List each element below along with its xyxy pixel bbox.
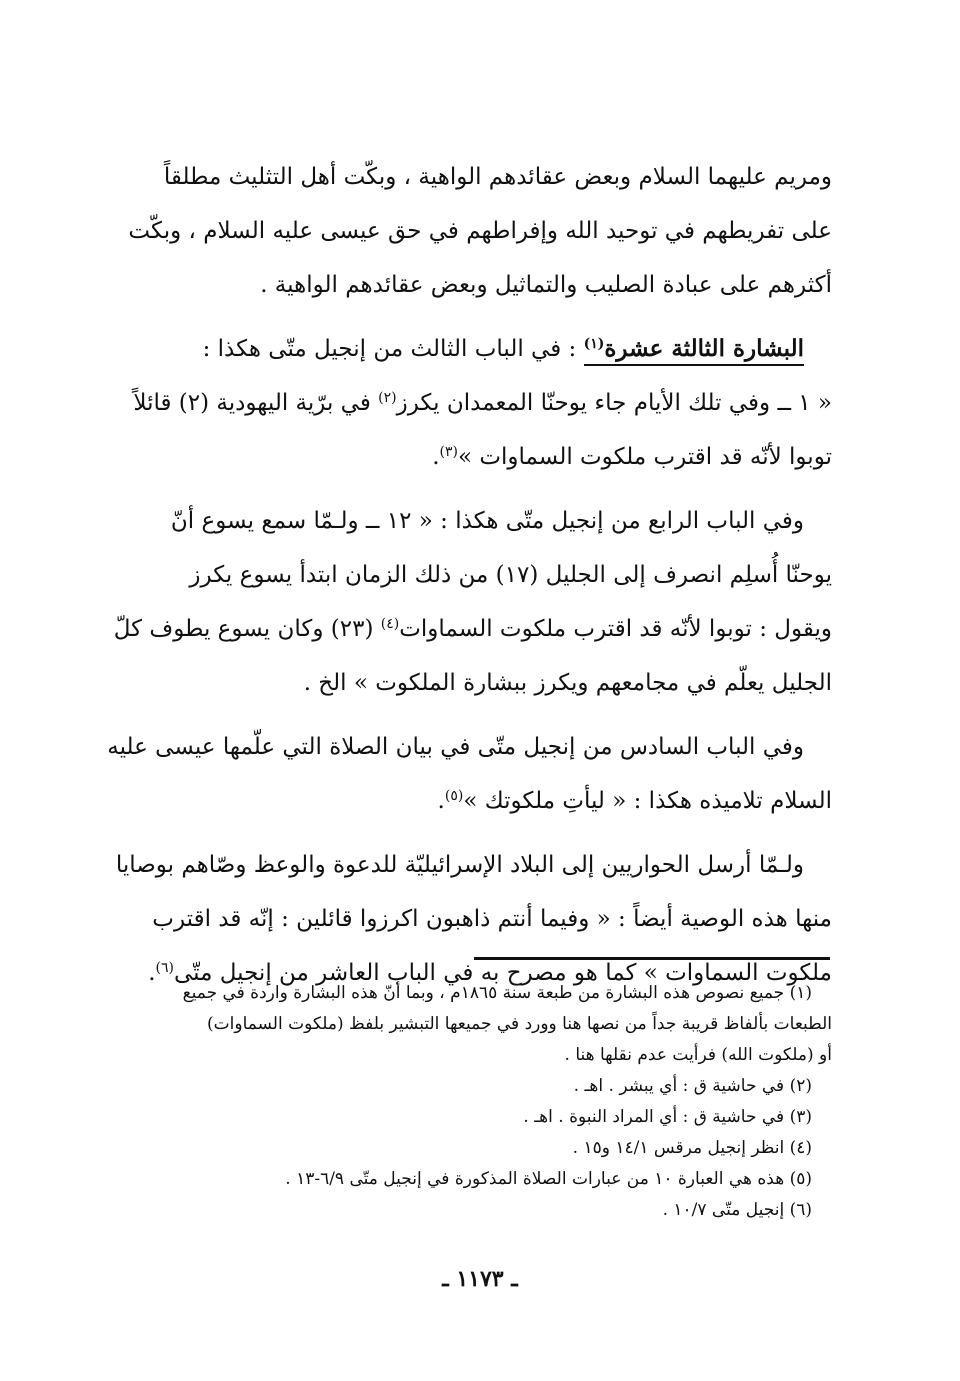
footnote-ref: (٢) [378,390,397,406]
text-line: على تفريطهم في توحيد الله وإفراطهم في حق عيسى عليه السلام ، وبكّت [128,218,832,244]
text-line: وفي الباب الرابع من إنجيل متّى هكذا : « ١٢ ــ ولـمّا سمع يسوع أنّ [170,508,804,534]
section-heading: البشارة الثالثة عشرة$^{(١)}$ [584,335,804,366]
paragraph-2 [108,322,832,484]
footnote-ref: (٥) [444,788,464,804]
main-text [108,150,832,1010]
text-line: يوحنّا أُسلِم انصرف إلى الجليل (١٧) من ذلك الزمان ابتدأ يسوع يكرز [189,562,832,588]
footnote-line: (٥) هذه هي العبارة ١٠ من عبارات الصلاة المذكورة في إنجيل متّى ٦/٩-١٣ . [285,1169,812,1189]
text-line: « ١ ــ وفي تلك الأيام جاء يوحنّا المعمدان يكرز$^{(٢)}$ في برّية اليهودية (٢) قائلاً [133,390,832,416]
paragraph-3 [108,494,832,710]
text-line: توبوا لأنّه قد اقترب ملكوت السماوات »$^{(٣)}$. [432,444,832,470]
footnotes [108,978,832,1226]
text-line: منها هذه الوصية أيضاً : « وفيما أنتم ذاهبون اكرزوا قائلين : إنّه قد اقترب [152,906,832,932]
footnote-ref: (٤) [380,616,400,632]
footnote-line: (٤) انظر إنجيل مرقس ١٤/١ و١٥ . [572,1138,812,1158]
footnote-line: الطبعات بألفاظ قريبة جداً من نصها هنا وورد في جميعها التبشير بلفظ (ملكوت السماوات) [207,1014,832,1034]
text-line: ويقول : توبوا لأنّه قد اقترب ملكوت السماوات$^{(٤)}$ (٢٣) وكان يسوع يطوف كلّ [113,616,832,642]
footnote-line: (٢) في حاشية ق : أي يبشر . اهـ . [573,1076,812,1096]
footnote-ref: (٦) [155,960,174,976]
text-line: السلام تلاميذه هكذا : « ليأتِ ملكوتك »$^{(٥)}$. [437,788,832,814]
paragraph-1 [108,150,832,312]
text-line: الجليل يعلّم في مجامعهم ويكرز ببشارة الملكوت » الخ . [303,670,832,696]
text-line: وفي الباب السادس من إنجيل متّى في بيان الصلاة التي علّمها عيسى عليه [107,734,804,760]
footnote-separator [474,957,830,960]
text-line: ملكوت السماوات » كما هو مصرح به في الباب العاشر من إنجيل متّى$^{(٦)}$. [148,960,832,986]
footnote-ref: (٣) [439,444,458,460]
footnote-line: أو (ملكوت الله) فرأيت عدم نقلها هنا . [564,1045,832,1065]
text-line: أكثرهم على عبادة الصليب والتماثيل وبعض عقائدهم الواهية . [260,272,832,298]
text-line: ولـمّا أرسل الحواريين إلى البلاد الإسرائيليّة للدعوة والوعظ وصّاهم بوصايا [115,852,804,878]
text-run: : في الباب الثالث من إنجيل متّى هكذا : [202,336,577,362]
footnote-line: (١) جميع نصوص هذه البشارة من طبعة سنة ١٨٦٥م ، وبما أنّ هذه البشارة واردة في جميع [182,983,812,1003]
footnote-ref: (١) [583,336,605,352]
text-line [108,322,832,376]
footnote-line: (٣) في حاشية ق : أي المراد النبوة . اهـ . [523,1107,812,1127]
paragraph-5 [108,838,832,1000]
text-line: ومريم عليهما السلام وبعض عقائدهم الواهية ، وبكّت أهل التثليث مطلقاً [163,164,832,190]
paragraph-4 [108,720,832,828]
footnote-line: (٦) إنجيل متّى ١٠/٧ . [662,1200,812,1220]
page-number: ـ ١١٧٣ ـ [442,1266,518,1292]
